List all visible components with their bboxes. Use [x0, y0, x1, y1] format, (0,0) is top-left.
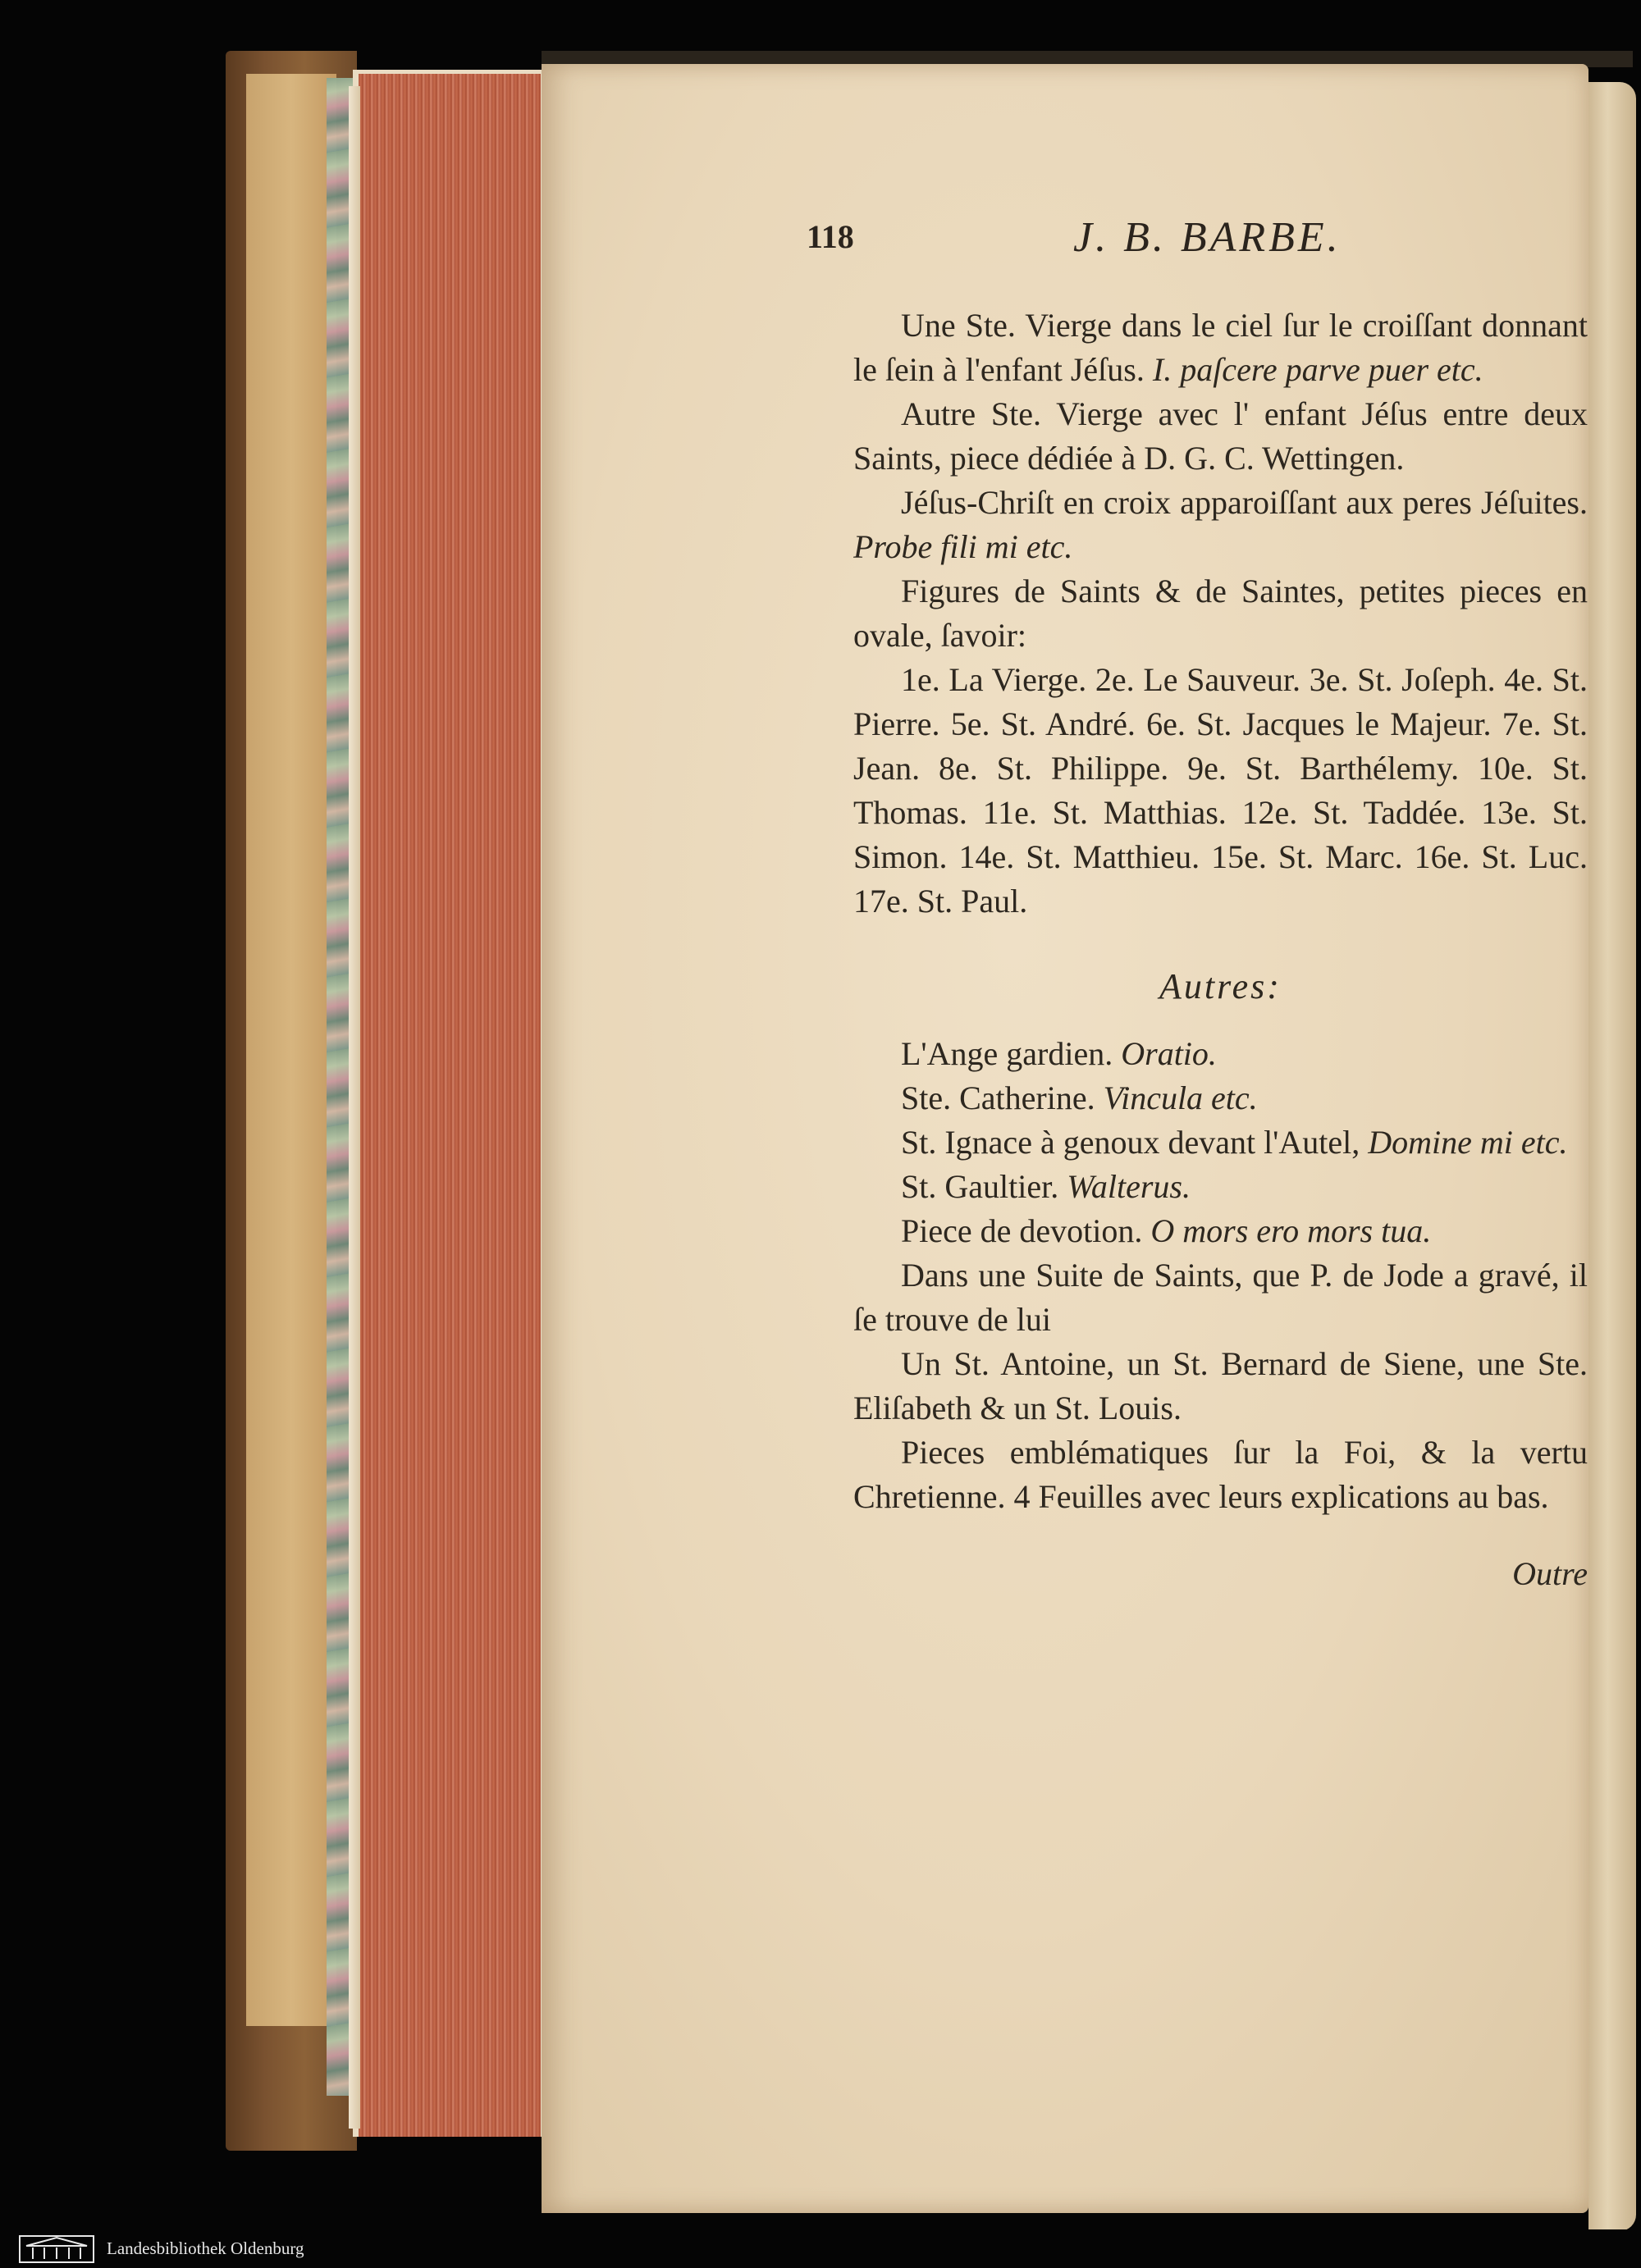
latin-incipit: Vincula etc. — [1103, 1079, 1258, 1116]
entry-line — [853, 1076, 1588, 1120]
entry-line — [853, 1032, 1588, 1076]
latin-incipit: I. paſcere parve puer etc. — [1152, 351, 1483, 388]
paragraph: 1e. La Vierge. 2e. Le Sauveur. 3e. St. Joſeph. 4e. St. Pierre. 5e. St. André. 6e. St. Jacques le Majeur. 7e. St. Jean. 8e. St. Philippe. 9e. St. Barthélemy. 10e. St. Thomas. 11e. St. Matthias. 12e. St. Taddée. 13e. St. Simon. 14e. St. Matthieu. 15e. St. Marc. 16e. St. Luc. 17e. St. Paul. — [853, 661, 1588, 920]
entry-text: Piece de devotion. — [901, 1212, 1143, 1249]
entry-text: St. Gaultier. — [901, 1168, 1059, 1205]
paragraph — [853, 481, 1588, 569]
entry-text: St. Ignace à genoux devant l'Autel, — [901, 1124, 1360, 1161]
catchword: Outre — [1512, 1555, 1588, 1592]
red-page-edges — [359, 74, 541, 2137]
paragraph — [853, 303, 1588, 392]
page-number: 118 — [807, 218, 854, 255]
entry-text: Ste. Catherine. — [901, 1079, 1095, 1116]
cover-paper — [246, 74, 336, 2026]
paragraph: Dans une Suite de Saints, que P. de Jode a gravé, il ſe trouve de lui — [853, 1257, 1588, 1338]
library-name: Landesbibliothek Oldenburg — [107, 2238, 304, 2258]
library-building-icon — [18, 2233, 95, 2264]
latin-incipit: Domine mi etc. — [1368, 1124, 1568, 1161]
paragraph: Figures de Saints & de Saintes, petites pieces en ovale, ſavoir: — [853, 573, 1588, 654]
entry-line — [853, 1209, 1588, 1253]
entry-text: Une Ste. Vierge dans le ciel ſur le croiſſant donnant le ſein à l'enfant Jéſus. — [853, 307, 1588, 388]
entry-line — [853, 1120, 1588, 1165]
page-edge-highlight — [349, 86, 360, 2129]
latin-incipit: Probe fili mi etc. — [853, 528, 1073, 565]
paragraph: Un St. Antoine, un St. Bernard de Siene, une Ste. Eliſabeth & un St. Louis. — [853, 1345, 1588, 1426]
latin-incipit: Oratio. — [1121, 1035, 1217, 1072]
latin-incipit: O mors ero mors tua. — [1150, 1212, 1432, 1249]
entry-text: L'Ange gardien. — [901, 1035, 1113, 1072]
next-leaf-edge — [1588, 82, 1636, 2231]
latin-incipit: Walterus. — [1067, 1168, 1191, 1205]
section-heading: Autres: — [1159, 966, 1282, 1006]
entry-text: Jéſus-Chriſt en croix apparoiſſant aux peres Jéſuites. — [901, 484, 1588, 521]
running-head — [807, 214, 1430, 267]
running-title: J. B. BARBE. — [1073, 214, 1342, 261]
paragraph: Pieces emblématiques ſur la Foi, & la vertu Chretienne. 4 Feuilles avec leurs explications au bas. — [853, 1434, 1588, 1515]
paragraph: Autre Ste. Vierge avec l' enfant Jéſus entre deux Saints, piece dédiée à D. G. C. Wettingen. — [853, 395, 1588, 477]
page-text — [853, 303, 1588, 1596]
entry-line — [853, 1165, 1588, 1209]
